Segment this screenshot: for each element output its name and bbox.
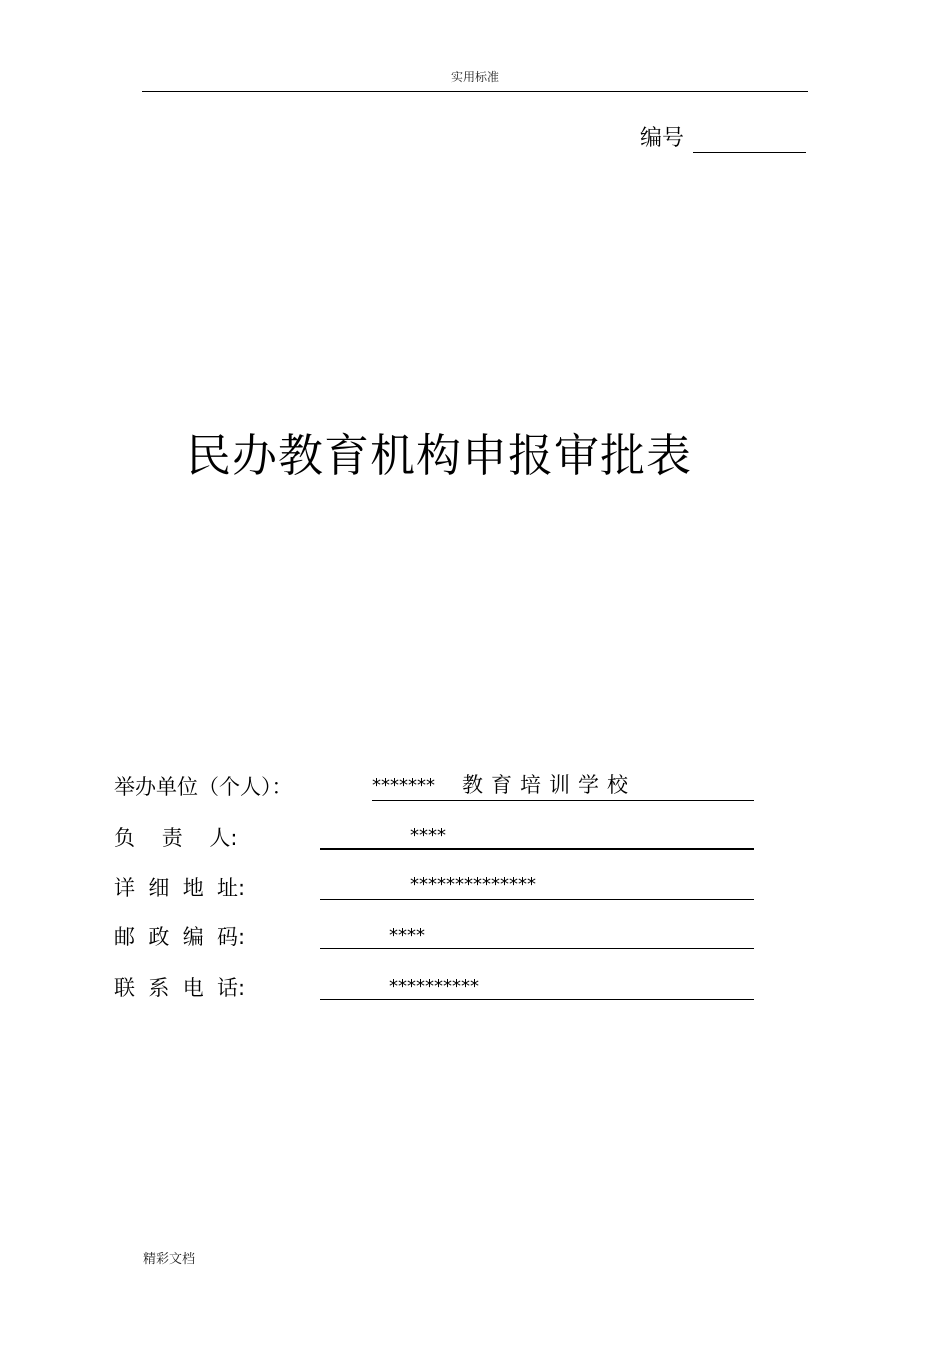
sponsor-input-line[interactable]	[372, 800, 754, 801]
header-rule	[142, 91, 808, 92]
responsible-person-value: ****	[410, 825, 446, 846]
postal-code-label: 邮 政 编 码:	[114, 925, 246, 949]
phone-label: 联 系 电 话:	[114, 976, 246, 1000]
postal-code-input-line[interactable]	[320, 948, 754, 949]
address-input-line[interactable]	[320, 899, 754, 900]
responsible-person-label: 负 责 人:	[114, 826, 238, 850]
page-footer-text: 精彩文档	[143, 1252, 196, 1267]
sponsor-value-prefix: *******	[372, 775, 435, 796]
phone-input-line[interactable]	[320, 999, 754, 1000]
sponsor-label: 举办单位（个人）：	[114, 775, 293, 799]
number-label: 编号	[640, 126, 685, 151]
postal-code-value: ****	[389, 925, 425, 946]
address-value: **************	[410, 874, 536, 895]
number-input-line[interactable]	[693, 152, 806, 153]
responsible-person-input-line[interactable]	[320, 848, 754, 850]
document-title: 民办教育机构申报审批表	[186, 429, 693, 482]
sponsor-value: 教育培训学校	[462, 773, 636, 797]
address-label: 详 细 地 址:	[114, 876, 246, 900]
page-header-text: 实用标准	[450, 70, 499, 84]
phone-value: **********	[389, 976, 479, 997]
